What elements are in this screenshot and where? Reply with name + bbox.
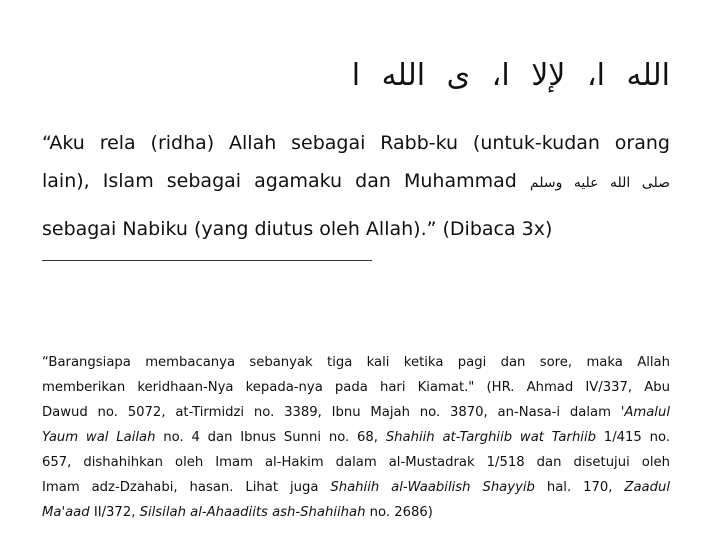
translation-paragraph [42,124,670,248]
footnote-text: II/372, [89,505,140,520]
footnote-italic-title: Shahiih al-Waabilish Shayyib [330,480,535,495]
footnote-italic-title: Silsilah al-Ahaadiits ash-Shahiihah [139,505,366,520]
footnote-line-1: “Barangsiapa membacanya sebanyak tiga kali ketika pagi dan sore, maka Allah [42,355,670,370]
footnote-text: no. 2686) [365,505,433,520]
footnote-text: no. 4 dan Ibnus Sunni no. 68, [155,430,386,445]
footnote-italic-title: Yaum wal Lailah [42,430,156,445]
footnote [42,350,670,525]
divider-line [42,260,372,261]
footnote-text: hal. 170, [534,480,625,495]
translation-line-1: “Aku rela (ridha) Allah sebagai Rabb-ku (untuk-kudan orang [42,132,670,154]
arabic-heading: الله ا، لإلا ا، ى الله ا [351,58,670,93]
footnote-line-5: 657, dishahihkan oleh Imam al-Hakim dalam al-Mustadrak 1/518 dan disetujui oleh [42,455,670,470]
footnote-line-3 [42,400,670,425]
footnote-line-7 [42,500,670,525]
footnote-text: Dawud no. 5072, at-Tirmidzi no. 3389, Ibnu Majah no. 3870, an-Nasa-i dalam [42,405,621,420]
footnote-italic-title: 'Amalul [620,405,670,420]
footnote-text: Imam adz-Dzahabi, hasan. Lihat juga [42,480,331,495]
translation-line-2 [42,162,670,202]
footnote-italic-title: Ma'aad [42,505,90,520]
footnote-text: 1/415 no. [596,430,670,445]
footnote-line-6 [42,475,670,500]
footnote-italic-title: Shahiih at-Targhiib wat Tarhiib [385,430,596,445]
footnote-italic-title: Zaadul [624,480,670,495]
translation-line-2-text: lain), Islam sebagai agamaku dan Muhammad [42,170,517,192]
footnote-line-4 [42,425,670,450]
footnote-line-2: memberikan keridhaan-Nya kepada-nya pada hari Kiamat." (HR. Ahmad IV/337, Abu [42,380,670,395]
translation-line-3: sebagai Nabiku (yang diutus oleh Allah).” (Dibaca 3x) [42,218,553,240]
salawat-arabic: صلى الله عليه وسلم [529,175,670,191]
